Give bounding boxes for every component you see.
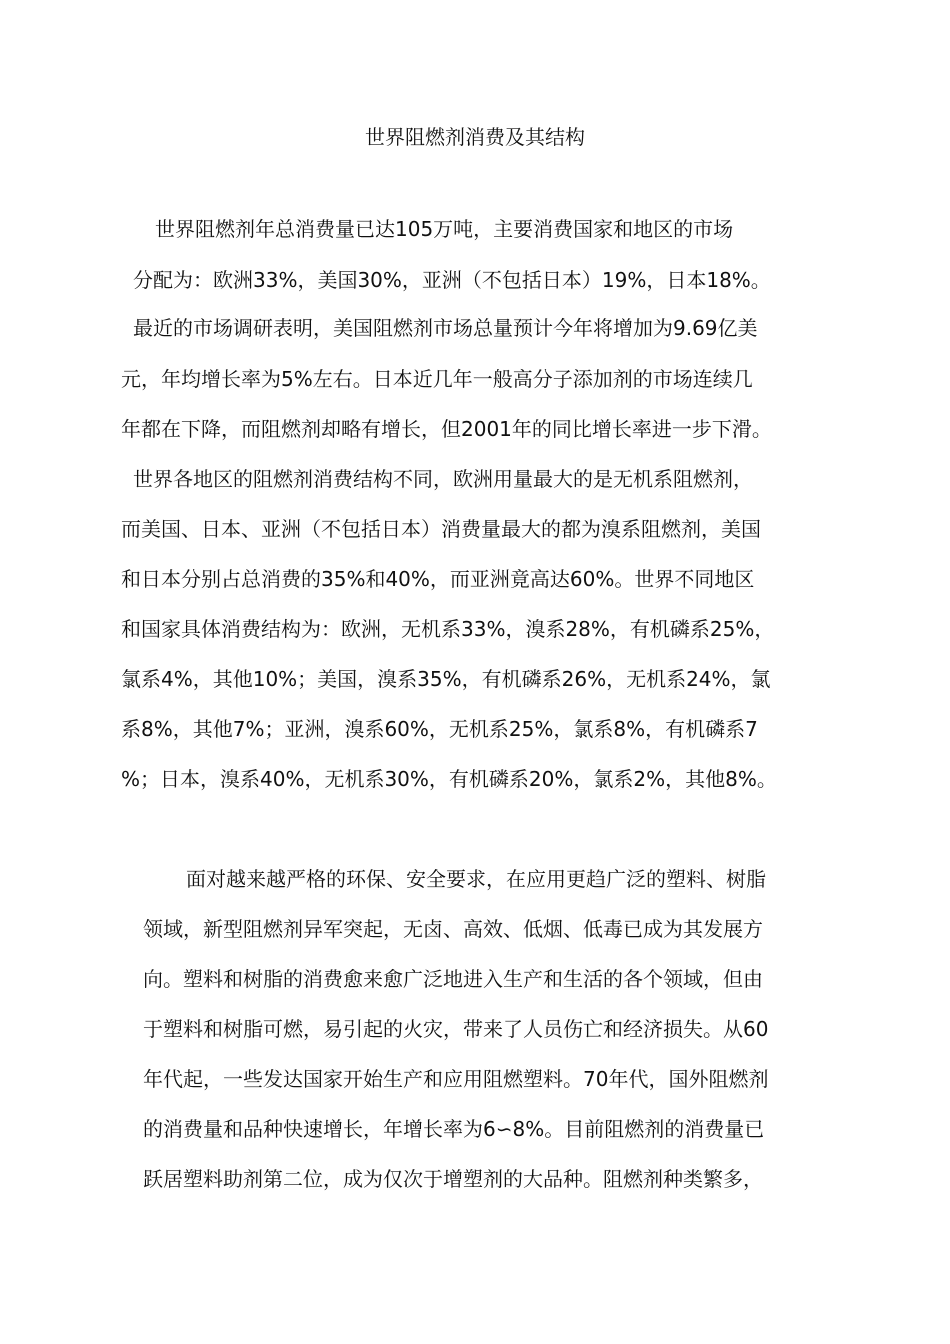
document-title: 世界阻燃剂消费及其结构	[365, 125, 585, 149]
paragraph-2-line-2: 领域，新型阻燃剂异军突起，无卤、高效、低烟、低毒已成为其发展方	[143, 917, 763, 941]
paragraph-1-line-5: 年都在下降，而阻燃剂却略有增长，但2001年的同比增长率进一步下滑。	[121, 417, 772, 441]
paragraph-2-line-1: 面对越来越严格的环保、安全要求，在应用更趋广泛的塑料、树脂	[186, 867, 766, 891]
paragraph-2-line-3: 向。塑料和树脂的消费愈来愈广泛地进入生产和生活的各个领域，但由	[143, 967, 763, 991]
paragraph-2-line-4: 于塑料和树脂可燃，易引起的火灾，带来了人员伤亡和经济损失。从60	[143, 1017, 769, 1041]
paragraph-1-line-6: 世界各地区的阻燃剂消费结构不同，欧洲用量最大的是无机系阻燃剂，	[133, 467, 753, 491]
paragraph-1-line-11: 系8%，其他7%；亚洲，溴系60%，无机系25%，氯系8%，有机磷系7	[121, 717, 758, 741]
paragraph-2-line-7: 跃居塑料助剂第二位，成为仅次于增塑剂的大品种。阻燃剂种类繁多，	[143, 1167, 763, 1191]
paragraph-1-line-3: 最近的市场调研表明，美国阻燃剂市场总量预计今年将增加为9.69亿美	[133, 316, 758, 340]
paragraph-1-line-8: 和日本分别占总消费的35%和40%，而亚洲竟高达60%。世界不同地区	[121, 567, 755, 591]
paragraph-1-line-2: 分配为：欧洲33%，美国30%，亚洲（不包括日本）19%，日本18%。	[133, 268, 771, 292]
paragraph-1-line-9: 和国家具体消费结构为：欧洲，无机系33%，溴系28%，有机磷系25%，	[121, 617, 775, 641]
paragraph-2-line-6: 的消费量和品种快速增长，年增长率为6∽8%。目前阻燃剂的消费量已	[143, 1117, 765, 1141]
paragraph-1-line-10: 氯系4%，其他10%；美国，溴系35%，有机磷系26%，无机系24%，氯	[121, 667, 771, 691]
paragraph-1-line-7: 而美国、日本、亚洲（不包括日本）消费量最大的都为溴系阻燃剂，美国	[121, 517, 761, 541]
paragraph-2-line-5: 年代起，一些发达国家开始生产和应用阻燃塑料。70年代，国外阻燃剂	[143, 1067, 769, 1091]
paragraph-1-line-1: 世界阻燃剂年总消费量已达105万吨，主要消费国家和地区的市场	[155, 217, 734, 241]
paragraph-1-line-12: %；日本，溴系40%，无机系30%，有机磷系20%，氯系2%，其他8%。	[121, 767, 777, 791]
paragraph-1-line-4: 元，年均增长率为5%左右。日本近几年一般高分子添加剂的市场连续几	[121, 367, 753, 391]
